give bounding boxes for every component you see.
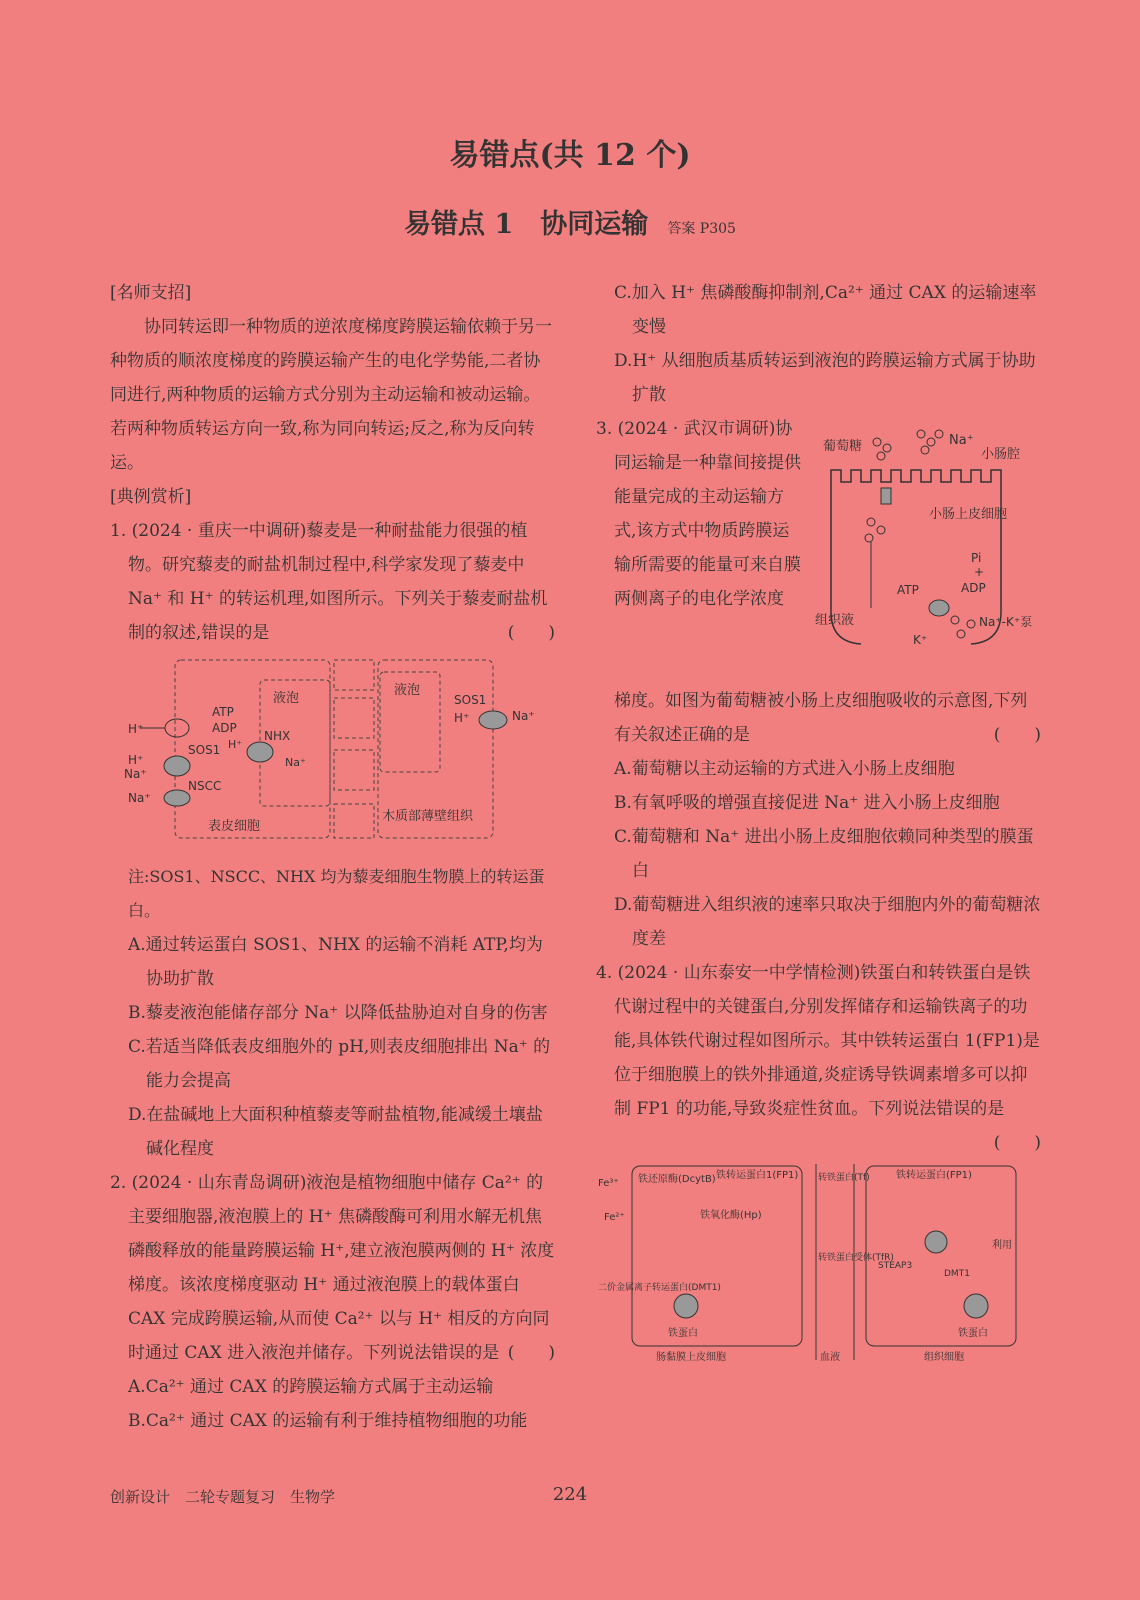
na-ion <box>951 616 959 624</box>
label-k: K⁺ <box>913 633 928 647</box>
glucose-molecule <box>873 438 881 446</box>
section-heading: 易错点 1 协同运输 <box>404 209 649 240</box>
glucose-molecule <box>877 452 885 460</box>
nhx-transporter <box>247 742 273 762</box>
q3-option-c: C.葡萄糖和 Na⁺ 进出小肠上皮细胞依赖同种类型的膜蛋白 <box>614 827 1034 881</box>
intro-paragraph: 协同转运即一种物质的逆浓度梯度跨膜运输依赖于另一种物质的顺浓度梯度的跨膜运输产生的电化学势能,二者协同进行,两种物质的运输方式分别为主动运输和被动运输。若两种物质转运方向一致,称为同向转运;反之,称为反向转运。 <box>110 317 552 473</box>
na-ion <box>935 430 943 438</box>
q3-text <box>596 412 806 616</box>
nscc-channel <box>164 790 190 806</box>
q3-option-a: A.葡萄糖以主动运输的方式进入小肠上皮细胞 <box>614 759 955 779</box>
q2-stem-text: 2. (2024 · 山东青岛调研)液泡是植物细胞中储存 Ca²⁺ 的主要细胞器,液泡膜上的 H⁺ 焦磷酸酶可利用水解无机焦磷酸释放的能量跨膜运输 H⁺,建立液泡膜两侧的 H⁺ 浓度梯度。该浓度梯度驱动 H⁺ 通过液泡膜上的载体蛋白 CAX 完成跨膜运输,从而使 Ca²⁺ 以与 H⁺ 相反的方向同时通过 CAX 进入液泡并储存。下列说法错误的是 <box>110 1173 555 1363</box>
label-fp1: 铁转运蛋白1(FP1) <box>716 1170 799 1181</box>
label-fp1: 铁转运蛋白(FP1) <box>896 1170 972 1181</box>
label-tfr: 转铁蛋白受体(TfR) <box>818 1253 894 1263</box>
glucose-molecule <box>883 444 891 452</box>
atp-pump <box>165 719 189 737</box>
iron-metabolism-diagram <box>596 1160 1041 1370</box>
cotransporter <box>881 488 891 504</box>
tag-teacher: [名师支招] <box>110 283 192 303</box>
q3-figure <box>811 412 1041 684</box>
label-pi: Pi <box>971 551 982 565</box>
label-vacuole: 液泡 <box>394 683 421 698</box>
gut-cell-outline <box>632 1166 802 1346</box>
q3-option-d: D.葡萄糖进入组织液的速率只取决于细胞内外的葡萄糖浓度差 <box>614 895 1041 949</box>
label-vacuole: 液泡 <box>273 691 300 706</box>
sos1-transporter-xylem <box>479 711 507 729</box>
q1-option-d: D.在盐碱地上大面积种植藜麦等耐盐植物,能减缓土壤盐碱化程度 <box>128 1105 543 1159</box>
q1-option-c: C.若适当降低表皮细胞外的 pH,则表皮细胞排出 Na⁺ 的能力会提高 <box>128 1037 551 1091</box>
question-4-stem <box>596 956 1041 1153</box>
glucose-molecule <box>865 534 873 542</box>
q2-option-b: B.Ca²⁺ 通过 CAX 的运输有利于维持植物细胞的功能 <box>128 1411 528 1431</box>
na-ion <box>921 446 929 454</box>
q2-option-c: C.加入 H⁺ 焦磷酸酶抑制剂,Ca²⁺ 通过 CAX 的运输速率变慢 <box>614 283 1037 337</box>
label-dmt1: 二价金属离子转运蛋白(DMT1) <box>598 1283 721 1293</box>
q3-stem-cont-text: 梯度。如图为葡萄糖被小肠上皮细胞吸收的示意图,下列有关叙述正确的是 <box>614 691 1028 745</box>
label-atp: ATP <box>897 583 919 597</box>
label-lumen: 小肠腔 <box>981 447 1021 462</box>
answer-paren: ( ) <box>507 1343 555 1363</box>
question-3-block <box>596 412 1041 684</box>
ferritin-icon <box>674 1294 698 1318</box>
label-adp: ADP <box>212 721 237 735</box>
label-h: H⁺ <box>128 753 144 767</box>
label-tf: 转铁蛋白(Tf) <box>818 1173 870 1183</box>
footer-book-title: 创新设计 二轮专题复习 生物学 <box>110 1488 336 1506</box>
question-1-stem <box>110 514 555 650</box>
sos1-transporter <box>164 756 190 776</box>
label-na: Na⁺ <box>512 709 535 723</box>
label-na: Na⁺ <box>285 756 306 769</box>
microvilli <box>831 470 1001 482</box>
label-nhx: NHX <box>264 729 291 743</box>
label-glucose: 葡萄糖 <box>823 439 863 454</box>
intercell-box <box>334 698 374 738</box>
label-h: H⁺ <box>228 738 243 751</box>
glucose-molecule <box>877 526 885 534</box>
label-epithelial-cell: 小肠上皮细胞 <box>929 507 1008 522</box>
left-column <box>110 276 555 1438</box>
label-ferritin: 铁蛋白 <box>668 1328 698 1339</box>
answer-paren: ( ) <box>993 1133 1041 1153</box>
label-tissue-fluid: 组织液 <box>815 613 855 628</box>
label-plus: + <box>974 565 985 579</box>
right-column <box>596 276 1041 1386</box>
q2-option-a: A.Ca²⁺ 通过 CAX 的跨膜运输方式属于主动运输 <box>128 1377 494 1397</box>
question-3-stem: 3. (2024 · 武汉市调研)协同运输是一种靠间接提供能量完成的主动运输方式,该方式中物质跨膜运输所需要的能量可来自膜两侧离子的电化学浓度 <box>596 419 801 609</box>
section-title <box>0 202 1140 241</box>
intercell-box <box>334 660 374 690</box>
label-xylem: 木质部薄壁组织 <box>382 809 474 824</box>
label-atp: ATP <box>212 705 234 719</box>
answer-paren: ( ) <box>507 623 555 643</box>
q1-option-b: B.藜麦液泡能储存部分 Na⁺ 以降低盐胁迫对自身的伤害 <box>128 1003 548 1023</box>
label-sos1: SOS1 <box>454 693 487 707</box>
glucose-molecule <box>867 518 875 526</box>
q1-stem-text: 1. (2024 · 重庆一中调研)藜麦是一种耐盐能力很强的植物。研究藜麦的耐盐机制过程中,科学家发现了藜麦中 Na⁺ 和 H⁺ 的转运机理,如图所示。下列关于藜麦耐盐机制的叙述,错误的是 <box>110 521 548 643</box>
label-tissue-cell: 组织细胞 <box>924 1352 964 1363</box>
label-fe3: Fe³⁺ <box>598 1178 619 1189</box>
label-na: Na⁺ <box>949 433 974 448</box>
q1-figure <box>110 654 555 856</box>
label-use: 利用 <box>992 1240 1012 1251</box>
tag-example: [典例赏析] <box>110 487 192 507</box>
label-h: H⁺ <box>128 722 144 736</box>
q1-note: 注:SOS1、NSCC、NHX 均为藜麦细胞生物膜上的转运蛋白。 <box>128 867 545 920</box>
answer-reference: 答案 P305 <box>667 221 736 237</box>
q4-figure <box>596 1130 1041 1382</box>
label-ferritin: 铁蛋白 <box>958 1328 988 1339</box>
label-hp: 铁氧化酶(Hp) <box>700 1210 762 1221</box>
label-nscc: NSCC <box>188 779 222 793</box>
intercell-box <box>334 804 374 838</box>
ferritin-icon <box>964 1294 988 1318</box>
label-fe2: Fe²⁺ <box>604 1212 625 1223</box>
label-gut-cell: 肠黏膜上皮细胞 <box>656 1352 726 1363</box>
q3-option-b: B.有氧呼吸的增强直接促进 Na⁺ 进入小肠上皮细胞 <box>614 793 1000 813</box>
label-dcytb: 铁还原酶(DcytB) <box>638 1174 716 1185</box>
label-dmt1: DMT1 <box>944 1269 970 1279</box>
label-steap3: STEAP3 <box>878 1261 913 1271</box>
q1-option-a: A.通过转运蛋白 SOS1、NHX 的运输不消耗 ATP,均为协助扩散 <box>128 935 543 989</box>
label-na: Na⁺ <box>124 767 147 781</box>
na-ion <box>927 438 935 446</box>
na-k-pump <box>929 600 949 616</box>
label-na-k-pump: Na⁺-K⁺泵 <box>979 615 1033 629</box>
label-adp: ADP <box>961 581 986 595</box>
question-2-stem <box>110 1166 555 1370</box>
label-sos1: SOS1 <box>188 743 221 757</box>
intercell-box <box>334 750 374 790</box>
label-na: Na⁺ <box>128 791 151 805</box>
quinoa-diagram <box>110 654 555 844</box>
endosome-icon <box>925 1231 947 1253</box>
label-epidermal-cell: 表皮细胞 <box>208 819 261 834</box>
intestine-diagram <box>811 412 1041 672</box>
q4-stem-text: 4. (2024 · 山东泰安一中学情检测)铁蛋白和转铁蛋白是铁代谢过程中的关键蛋白,分别发挥储存和运输铁离子的功能,具体铁代谢过程如图所示。其中铁转运蛋白 1(FP1)是位于细胞膜上的铁外排通道,炎症诱导铁调素增多可以抑制 FP1 的功能,导致炎症性贫血。下列说法错误的是 <box>596 963 1040 1119</box>
na-ion <box>917 430 925 438</box>
answer-paren: ( ) <box>993 725 1041 745</box>
na-ion <box>957 630 965 638</box>
label-blood: 血液 <box>820 1352 840 1363</box>
page-number: 224 <box>552 1484 588 1505</box>
q3-stem-continued <box>596 684 1041 752</box>
na-ion <box>967 620 975 628</box>
q2-option-d: D.H⁺ 从细胞质基质转运到液泡的跨膜运输方式属于协助扩散 <box>614 351 1036 405</box>
label-h: H⁺ <box>454 711 470 725</box>
page-title: 易错点(共 12 个) <box>449 138 691 173</box>
